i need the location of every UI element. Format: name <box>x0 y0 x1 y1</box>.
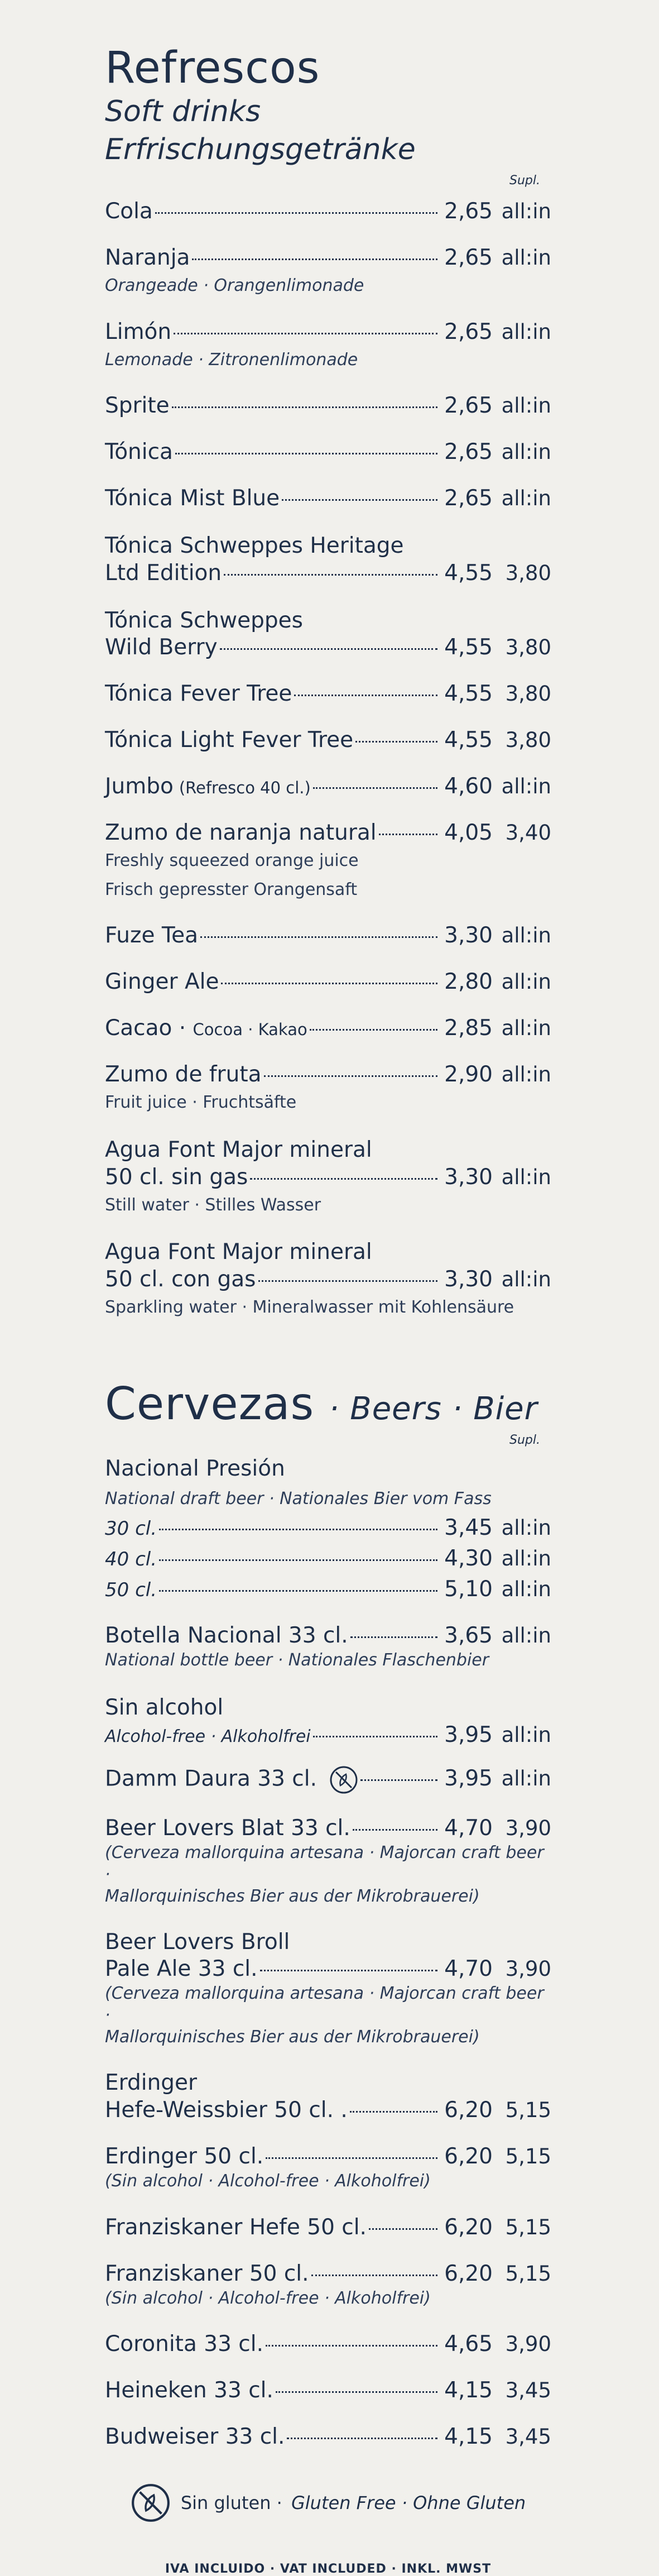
item-price: 2,65 <box>444 439 493 465</box>
item-supplement: all:in <box>501 1267 551 1291</box>
dot-leader <box>175 453 437 454</box>
item-description: Frisch gepresster Orangensaft <box>105 879 358 899</box>
dot-leader <box>310 1029 437 1031</box>
gluten-free-icon <box>329 1765 358 1794</box>
item-supplement: 3,90 <box>505 1816 551 1840</box>
item-description: (Sin alcohol · Alcohol-free · Alkoholfrei) <box>105 2288 431 2308</box>
item-description: (Cerveza mallorquina artesana · Majorcan craft beer · <box>105 1984 544 2026</box>
dot-leader <box>155 212 437 214</box>
menu-item-budweiser <box>105 2424 551 2449</box>
item-supplement: all:in <box>501 970 551 994</box>
price-row <box>105 1546 551 1571</box>
item-title: Beer Lovers Broll <box>105 1929 290 1955</box>
item-name-text: Ltd Edition <box>105 560 222 586</box>
item-name: Pale Ale 33 cl. <box>105 1956 258 1982</box>
item-name-text: Jumbo <box>105 774 174 799</box>
item-description: Orangeade · Orangenlimonade <box>105 276 364 296</box>
item-supplement: 3,90 <box>505 1957 551 1981</box>
item-description: Sparkling water · Mineralwasser mit Kohlensäure <box>105 1297 514 1317</box>
item-price: 4,55 <box>444 560 493 586</box>
item-name <box>105 486 280 511</box>
dot-leader <box>313 787 437 789</box>
price-row <box>105 820 551 845</box>
item-supplement: all:in <box>501 1016 551 1041</box>
menu-item <box>105 681 551 706</box>
item-supplement: all:in <box>501 199 551 224</box>
item-supplement: 3,80 <box>505 682 551 706</box>
price-row <box>105 486 551 511</box>
dot-leader <box>311 2275 437 2276</box>
dot-leader <box>221 983 437 984</box>
item-name <box>105 199 153 224</box>
item-supplement: all:in <box>501 246 551 270</box>
item-price: 4,60 <box>444 774 493 799</box>
menu-item-damm-daura <box>105 1765 551 1794</box>
item-supplement: all:in <box>501 1577 551 1602</box>
item-supplement: 5,15 <box>505 2098 551 2123</box>
dot-leader <box>369 2228 437 2230</box>
item-title: Agua Font Major mineral <box>105 1239 372 1265</box>
item-name <box>105 319 171 344</box>
item-price: 2,65 <box>444 199 493 224</box>
item-name <box>105 1016 307 1041</box>
item-description: Still water · Stilles Wasser <box>105 1195 321 1215</box>
price-row <box>105 1577 551 1602</box>
item-supplement: all:in <box>501 774 551 799</box>
item-price: 3,95 <box>444 1722 493 1747</box>
item-title: Nacional Presión <box>105 1456 285 1482</box>
item-price: 3,30 <box>444 1164 493 1190</box>
item-supplement: 5,15 <box>505 2261 551 2286</box>
item-name: Heineken 33 cl. <box>105 2378 273 2403</box>
item-price: 2,65 <box>444 245 493 271</box>
item-name <box>105 245 190 270</box>
dot-leader <box>172 406 437 408</box>
item-supplement: 3,45 <box>505 2378 551 2403</box>
price-row <box>105 1165 551 1190</box>
menu-item <box>105 393 551 418</box>
menu-item <box>105 245 551 298</box>
dot-leader <box>282 499 437 501</box>
price-row <box>105 439 551 465</box>
item-name-text: Tónica Light Fever Tree <box>105 727 354 753</box>
dot-leader <box>350 2111 437 2113</box>
menu-item <box>105 820 551 902</box>
price-row <box>105 393 551 418</box>
item-price: 4,15 <box>444 2378 493 2403</box>
item-supplement: all:in <box>501 1624 551 1648</box>
item-description: (Sin alcohol · Alcohol-free · Alkoholfrei) <box>105 2171 431 2191</box>
item-name <box>105 969 219 994</box>
gluten-free-label: Sin gluten · <box>180 2492 288 2514</box>
gluten-free-legend <box>105 2483 551 2523</box>
menu-item <box>105 1016 551 1041</box>
item-supplement: all:in <box>501 394 551 418</box>
item-description: Freshly squeezed orange juice <box>105 851 359 871</box>
price-row <box>105 1016 551 1041</box>
item-price: 2,65 <box>444 393 493 419</box>
item-name <box>105 393 170 418</box>
item-supplement: 3,90 <box>505 2332 551 2357</box>
section-subtitle-de: Erfrischungsgetränke <box>105 133 416 167</box>
item-name-text: Limón <box>105 319 172 344</box>
dot-leader <box>287 2438 437 2439</box>
item-price: 4,70 <box>444 1956 493 1982</box>
item-size: 40 cl. <box>105 1548 157 1571</box>
item-supplement: 3,80 <box>505 561 551 585</box>
item-name-text: Zumo de naranja natural <box>105 820 377 846</box>
item-price: 5,10 <box>444 1577 493 1602</box>
dot-leader <box>294 695 437 696</box>
dot-leader <box>379 834 437 835</box>
price-row <box>105 727 551 753</box>
menu-item <box>105 439 551 465</box>
item-name-text: Fuze Tea <box>105 923 198 949</box>
item-name-text: Sprite <box>105 393 170 419</box>
item-title: Agua Font Major mineral <box>105 1137 372 1162</box>
item-price: 4,15 <box>444 2424 493 2450</box>
item-name-text: Zumo de fruta <box>105 1062 262 1088</box>
item-price: 4,70 <box>444 1815 493 1841</box>
item-price: 3,65 <box>444 1623 493 1649</box>
tax-note: IVA INCLUIDO · VAT INCLUDED · INKL. MWST <box>165 2562 492 2576</box>
item-price: 4,65 <box>444 2331 493 2357</box>
item-price: 4,30 <box>444 1546 493 1572</box>
item-name-text: Tónica <box>105 439 173 465</box>
item-price: 2,80 <box>444 969 493 995</box>
menu-item <box>105 727 551 753</box>
dot-leader <box>276 2391 437 2393</box>
item-name <box>105 774 311 799</box>
menu-item <box>105 319 551 372</box>
item-name-text: 50 cl. sin gas <box>105 1164 248 1190</box>
price-row <box>105 561 551 586</box>
item-name: Coronita 33 cl. <box>105 2331 263 2357</box>
item-price: 6,20 <box>444 2098 493 2123</box>
item-size: 50 cl. <box>105 1579 157 1602</box>
price-row <box>105 245 551 270</box>
dot-leader <box>159 1529 437 1530</box>
item-description: National bottle beer · Nationales Flaschenbier <box>105 1650 489 1670</box>
item-name <box>105 1165 248 1190</box>
item-supplement: 5,15 <box>505 2144 551 2169</box>
item-name-text: Tónica Fever Tree <box>105 681 292 707</box>
menu-item-beer-lovers-blat <box>105 1816 551 1907</box>
menu-item <box>105 1238 551 1319</box>
item-price: 3,45 <box>444 1515 493 1541</box>
dot-leader <box>258 1280 438 1282</box>
menu-item-heineken <box>105 2378 551 2403</box>
menu-item-franziskaner-hefe <box>105 2215 551 2240</box>
price-row <box>105 681 551 706</box>
refrescos-list <box>105 199 551 1319</box>
dot-leader <box>264 1075 437 1077</box>
menu-item <box>105 486 551 511</box>
supl-header-beers: Supl. <box>509 1433 540 1448</box>
menu-item-sin-alcohol <box>105 1694 551 1747</box>
menu-item-erdinger-hefe <box>105 2069 551 2123</box>
gluten-free-icon <box>131 2483 171 2523</box>
gluten-free-translations: Gluten Free · Ohne Gluten <box>291 2492 526 2514</box>
dot-leader <box>353 1829 437 1831</box>
item-name-text: Ginger Ale <box>105 969 219 995</box>
item-supplement: 3,80 <box>505 728 551 753</box>
price-row <box>105 774 551 799</box>
item-price: 6,20 <box>444 2214 493 2240</box>
item-name: Hefe-Weissbier 50 cl. . <box>105 2098 348 2123</box>
price-row <box>105 969 551 994</box>
item-description: Alcohol-free · Alkoholfrei <box>105 1726 311 1746</box>
item-price: 2,85 <box>444 1016 493 1041</box>
dot-leader <box>250 1178 437 1180</box>
menu-item <box>105 532 551 586</box>
item-price: 4,55 <box>444 681 493 707</box>
item-title: Sin alcohol <box>105 1694 224 1720</box>
price-row <box>105 635 551 660</box>
cervezas-title: Cervezas <box>105 1378 315 1430</box>
item-price: 6,20 <box>444 2261 493 2286</box>
item-name <box>105 820 377 845</box>
item-price: 2,65 <box>444 486 493 511</box>
item-supplement: all:in <box>501 923 551 948</box>
cervezas-title-translations: · Beers · Bier <box>329 1391 538 1428</box>
menu-item <box>105 1062 551 1115</box>
item-supplement: all:in <box>501 1766 551 1791</box>
item-title: Erdinger <box>105 2070 198 2096</box>
section-title-refrescos: Refrescos <box>105 43 320 93</box>
item-supplement: all:in <box>501 1165 551 1189</box>
item-name <box>105 1765 358 1794</box>
item-description: Lemonade · Zitronenlimonade <box>105 349 358 370</box>
supl-header: Supl. <box>509 174 540 188</box>
item-name: Beer Lovers Blat 33 cl. <box>105 1815 350 1841</box>
item-supplement: all:in <box>501 486 551 511</box>
price-row <box>105 199 551 224</box>
item-name-text: Tónica Mist Blue <box>105 486 280 511</box>
item-price: 4,55 <box>444 727 493 753</box>
menu-item-botella-nacional <box>105 1623 551 1673</box>
item-supplement: all:in <box>501 319 551 344</box>
dot-leader <box>192 258 437 260</box>
price-row <box>105 319 551 344</box>
menu-content <box>105 45 551 2576</box>
item-name-text: Damm Daura 33 cl. <box>105 1766 317 1792</box>
item-supplement: all:in <box>501 1722 551 1747</box>
item-size: 30 cl. <box>105 1517 157 1540</box>
item-price: 6,20 <box>444 2144 493 2170</box>
item-name <box>105 681 292 706</box>
item-supplement: 5,15 <box>505 2215 551 2239</box>
item-supplement: all:in <box>501 1546 551 1571</box>
item-price: 2,65 <box>444 319 493 344</box>
dot-leader <box>355 741 437 743</box>
item-name: Franziskaner Hefe 50 cl. <box>105 2214 367 2240</box>
item-name <box>105 439 173 465</box>
dot-leader <box>224 574 437 576</box>
dot-leader <box>360 1779 437 1781</box>
menu-item-beer-lovers-broll <box>105 1928 551 2048</box>
item-title: Tónica Schweppes <box>105 607 303 633</box>
menu-item <box>105 923 551 948</box>
item-description: National draft beer · Nationales Bier vom Fass <box>105 1488 492 1509</box>
item-price: 4,55 <box>444 635 493 660</box>
item-name: Botella Nacional 33 cl. <box>105 1623 348 1649</box>
item-name <box>105 1062 262 1087</box>
menu-item <box>105 607 551 660</box>
item-name: Budweiser 33 cl. <box>105 2424 285 2450</box>
item-name <box>105 727 353 753</box>
menu-item-erdinger <box>105 2144 551 2194</box>
item-supplement: 3,40 <box>505 821 551 845</box>
item-name-text: Naranja <box>105 245 190 271</box>
item-name: Franziskaner 50 cl. <box>105 2261 309 2286</box>
item-supplement: all:in <box>501 1516 551 1540</box>
menu-item-franziskaner <box>105 2261 551 2311</box>
dot-leader <box>159 1590 437 1592</box>
item-supplement: all:in <box>501 440 551 465</box>
item-description-2: Mallorquinisches Bier aus der Mikrobrauerei) <box>105 2027 480 2047</box>
dot-leader <box>220 648 437 650</box>
item-name <box>105 1267 256 1292</box>
item-name <box>105 561 222 586</box>
item-description: Fruit juice · Fruchtsäfte <box>105 1093 297 1113</box>
item-price: 3,30 <box>444 1266 493 1292</box>
item-name-note: (Refresco 40 cl.) <box>179 778 311 798</box>
item-title: Tónica Schweppes Heritage <box>105 533 404 559</box>
item-price: 4,05 <box>444 820 493 846</box>
dot-leader <box>200 936 437 938</box>
item-supplement: 3,80 <box>505 635 551 660</box>
menu-item-coronita <box>105 2331 551 2357</box>
item-name-text: Cacao · <box>105 1016 193 1041</box>
dot-leader <box>266 2345 437 2347</box>
item-supplement: all:in <box>501 1062 551 1087</box>
item-price: 2,90 <box>444 1062 493 1088</box>
menu-item <box>105 969 551 994</box>
menu-item <box>105 774 551 799</box>
item-name <box>105 635 218 660</box>
price-row <box>105 1515 551 1540</box>
dot-leader <box>350 1636 437 1638</box>
price-row <box>105 1267 551 1292</box>
dot-leader <box>313 1736 437 1737</box>
item-name <box>105 923 198 948</box>
item-description-2: Mallorquinisches Bier aus der Mikrobrauerei) <box>105 1886 480 1906</box>
dot-leader <box>159 1559 437 1561</box>
dot-leader <box>174 333 437 334</box>
menu-item-nacional-presion <box>105 1455 551 1602</box>
item-supplement: 3,45 <box>505 2425 551 2449</box>
menu-item <box>105 199 551 224</box>
section-subtitle-en: Soft drinks <box>105 94 261 128</box>
dot-leader <box>260 1970 438 1971</box>
item-description: (Cerveza mallorquina artesana · Majorcan craft beer · <box>105 1842 544 1884</box>
price-row <box>105 923 551 948</box>
price-row <box>105 1062 551 1087</box>
item-price: 3,30 <box>444 923 493 949</box>
item-price: 3,95 <box>444 1766 493 1792</box>
item-name-text: 50 cl. con gas <box>105 1266 256 1292</box>
item-name-text: Cola <box>105 199 153 224</box>
item-name: Erdinger 50 cl. <box>105 2144 264 2170</box>
section-title-cervezas <box>105 1380 551 1429</box>
dot-leader <box>266 2157 437 2159</box>
item-name-note: Cocoa · Kakao <box>193 1020 307 1040</box>
item-name-text: Wild Berry <box>105 635 218 660</box>
menu-item <box>105 1136 551 1217</box>
